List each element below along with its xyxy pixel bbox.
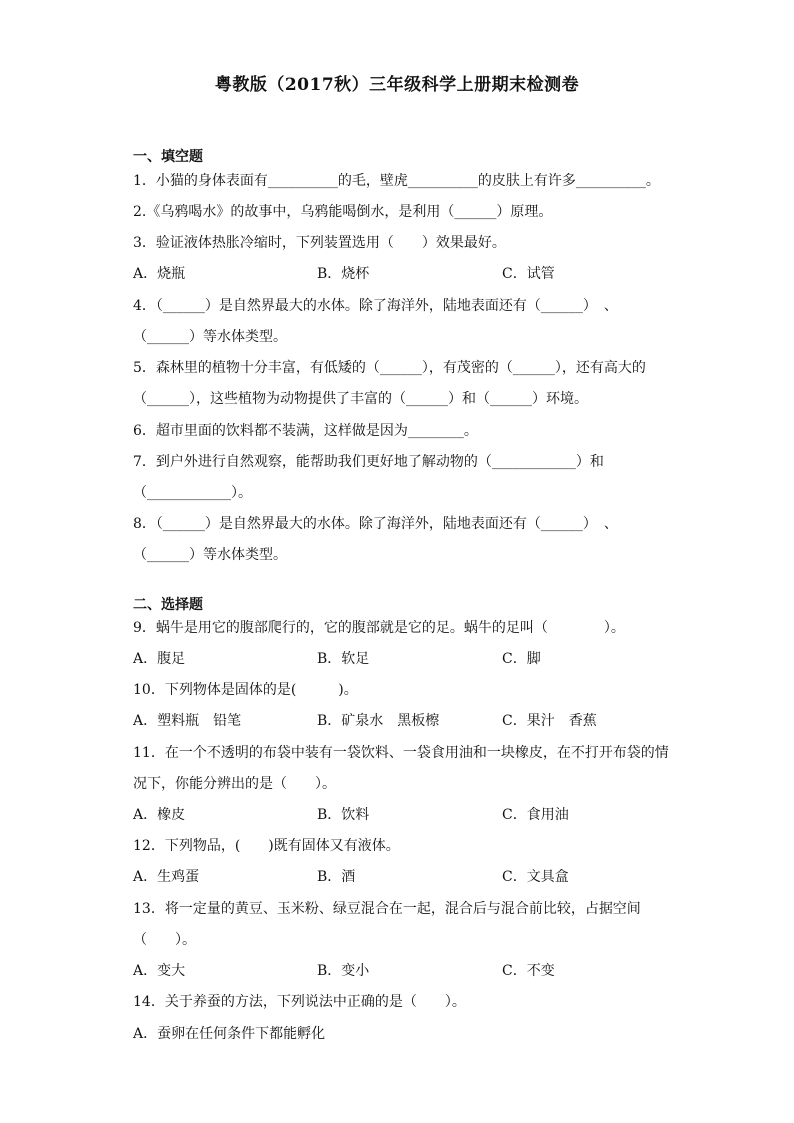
question-13-line1: 13．将一定量的黄豆、玉米粉、绿豆混合在一起，混合后与混合前比较，占据空间: [133, 901, 641, 917]
q3-option-b: B．烧杯: [317, 266, 370, 282]
q10-option-c: C．果汁 香蕉: [502, 713, 597, 729]
question-1: 1．小猫的身体表面有__________的毛，壁虎__________的皮肤上有许多__________。: [133, 173, 660, 189]
q3-option-c: C．试管: [502, 266, 555, 282]
q10-option-b: B．矿泉水 黑板檫: [317, 713, 440, 729]
question-8-line1: 8．（______）是自然界最大的水体。除了海洋外，陆地表面还有（______） 、: [133, 516, 618, 532]
question-8-line2: （______）等水体类型。: [133, 547, 287, 563]
question-4-line2: （______）等水体类型。: [133, 329, 287, 345]
section-heading-choice: 二、选择题: [133, 597, 203, 613]
q13-option-a: A．变大: [133, 963, 186, 979]
section-heading-fill: 一、填空题: [133, 149, 203, 165]
q9-option-b: B．软足: [317, 651, 370, 667]
question-6: 6．超市里面的饮料都不装满，这样做是因为________。: [133, 423, 478, 439]
q13-option-c: C．不变: [502, 963, 555, 979]
question-2: 2.《乌鸦喝水》的故事中，乌鸦能喝倒水，是利用（______）原理。: [133, 204, 553, 220]
question-5-line2: （______），这些植物为动物提供了丰富的（______）和（______）环境。: [133, 391, 588, 407]
q12-option-b: B．酒: [317, 869, 356, 885]
question-11-line1: 11．在一个不透明的布袋中装有一袋饮料、一袋食用油和一块橡皮，在不打开布袋的情: [133, 745, 669, 761]
question-3: 3．验证液体热胀冷缩时，下列装置选用（ ）效果最好。: [133, 235, 506, 251]
q9-option-a: A．腹足: [133, 651, 186, 667]
q11-option-a: A．橡皮: [133, 807, 186, 823]
q9-option-c: C．脚: [502, 651, 541, 667]
question-11-line2: 况下，你能分辨出的是（ ）。: [133, 776, 336, 792]
q12-option-c: C．文具盒: [502, 869, 569, 885]
question-13-line2: （ ）。: [133, 932, 196, 948]
page-title: 粤教版（2017秋）三年级科学上册期末检测卷: [214, 75, 580, 95]
q3-option-a: A．烧瓶: [133, 266, 186, 282]
q11-option-b: B．饮料: [317, 807, 370, 823]
q10-option-a: A．塑料瓶 铅笔: [133, 713, 242, 729]
question-7-line1: 7．到户外进行自然观察，能帮助我们更好地了解动物的（____________）和: [133, 454, 604, 470]
question-7-line2: （____________）。: [133, 485, 252, 501]
q11-option-c: C．食用油: [502, 807, 569, 823]
question-10: 10．下列物体是固体的是( )。: [133, 682, 358, 698]
question-5-line1: 5．森林里的植物十分丰富，有低矮的（______），有茂密的（______），还有高大的: [133, 360, 646, 376]
question-4-line1: 4．（______）是自然界最大的水体。除了海洋外，陆地表面还有（______） 、: [133, 298, 618, 314]
q13-option-b: B．变小: [317, 963, 370, 979]
q12-option-a: A．生鸡蛋: [133, 869, 200, 885]
question-14: 14．关于养蚕的方法，下列说法中正确的是（ ）。: [133, 994, 466, 1010]
question-9: 9．蜗牛是用它的腹部爬行的，它的腹部就是它的足。蜗牛的足叫（ ）。: [133, 620, 625, 636]
q14-option-a: A．蚕卵在任何条件下都能孵化: [133, 1026, 326, 1042]
question-12: 12．下列物品，( )既有固体又有液体。: [133, 838, 400, 854]
